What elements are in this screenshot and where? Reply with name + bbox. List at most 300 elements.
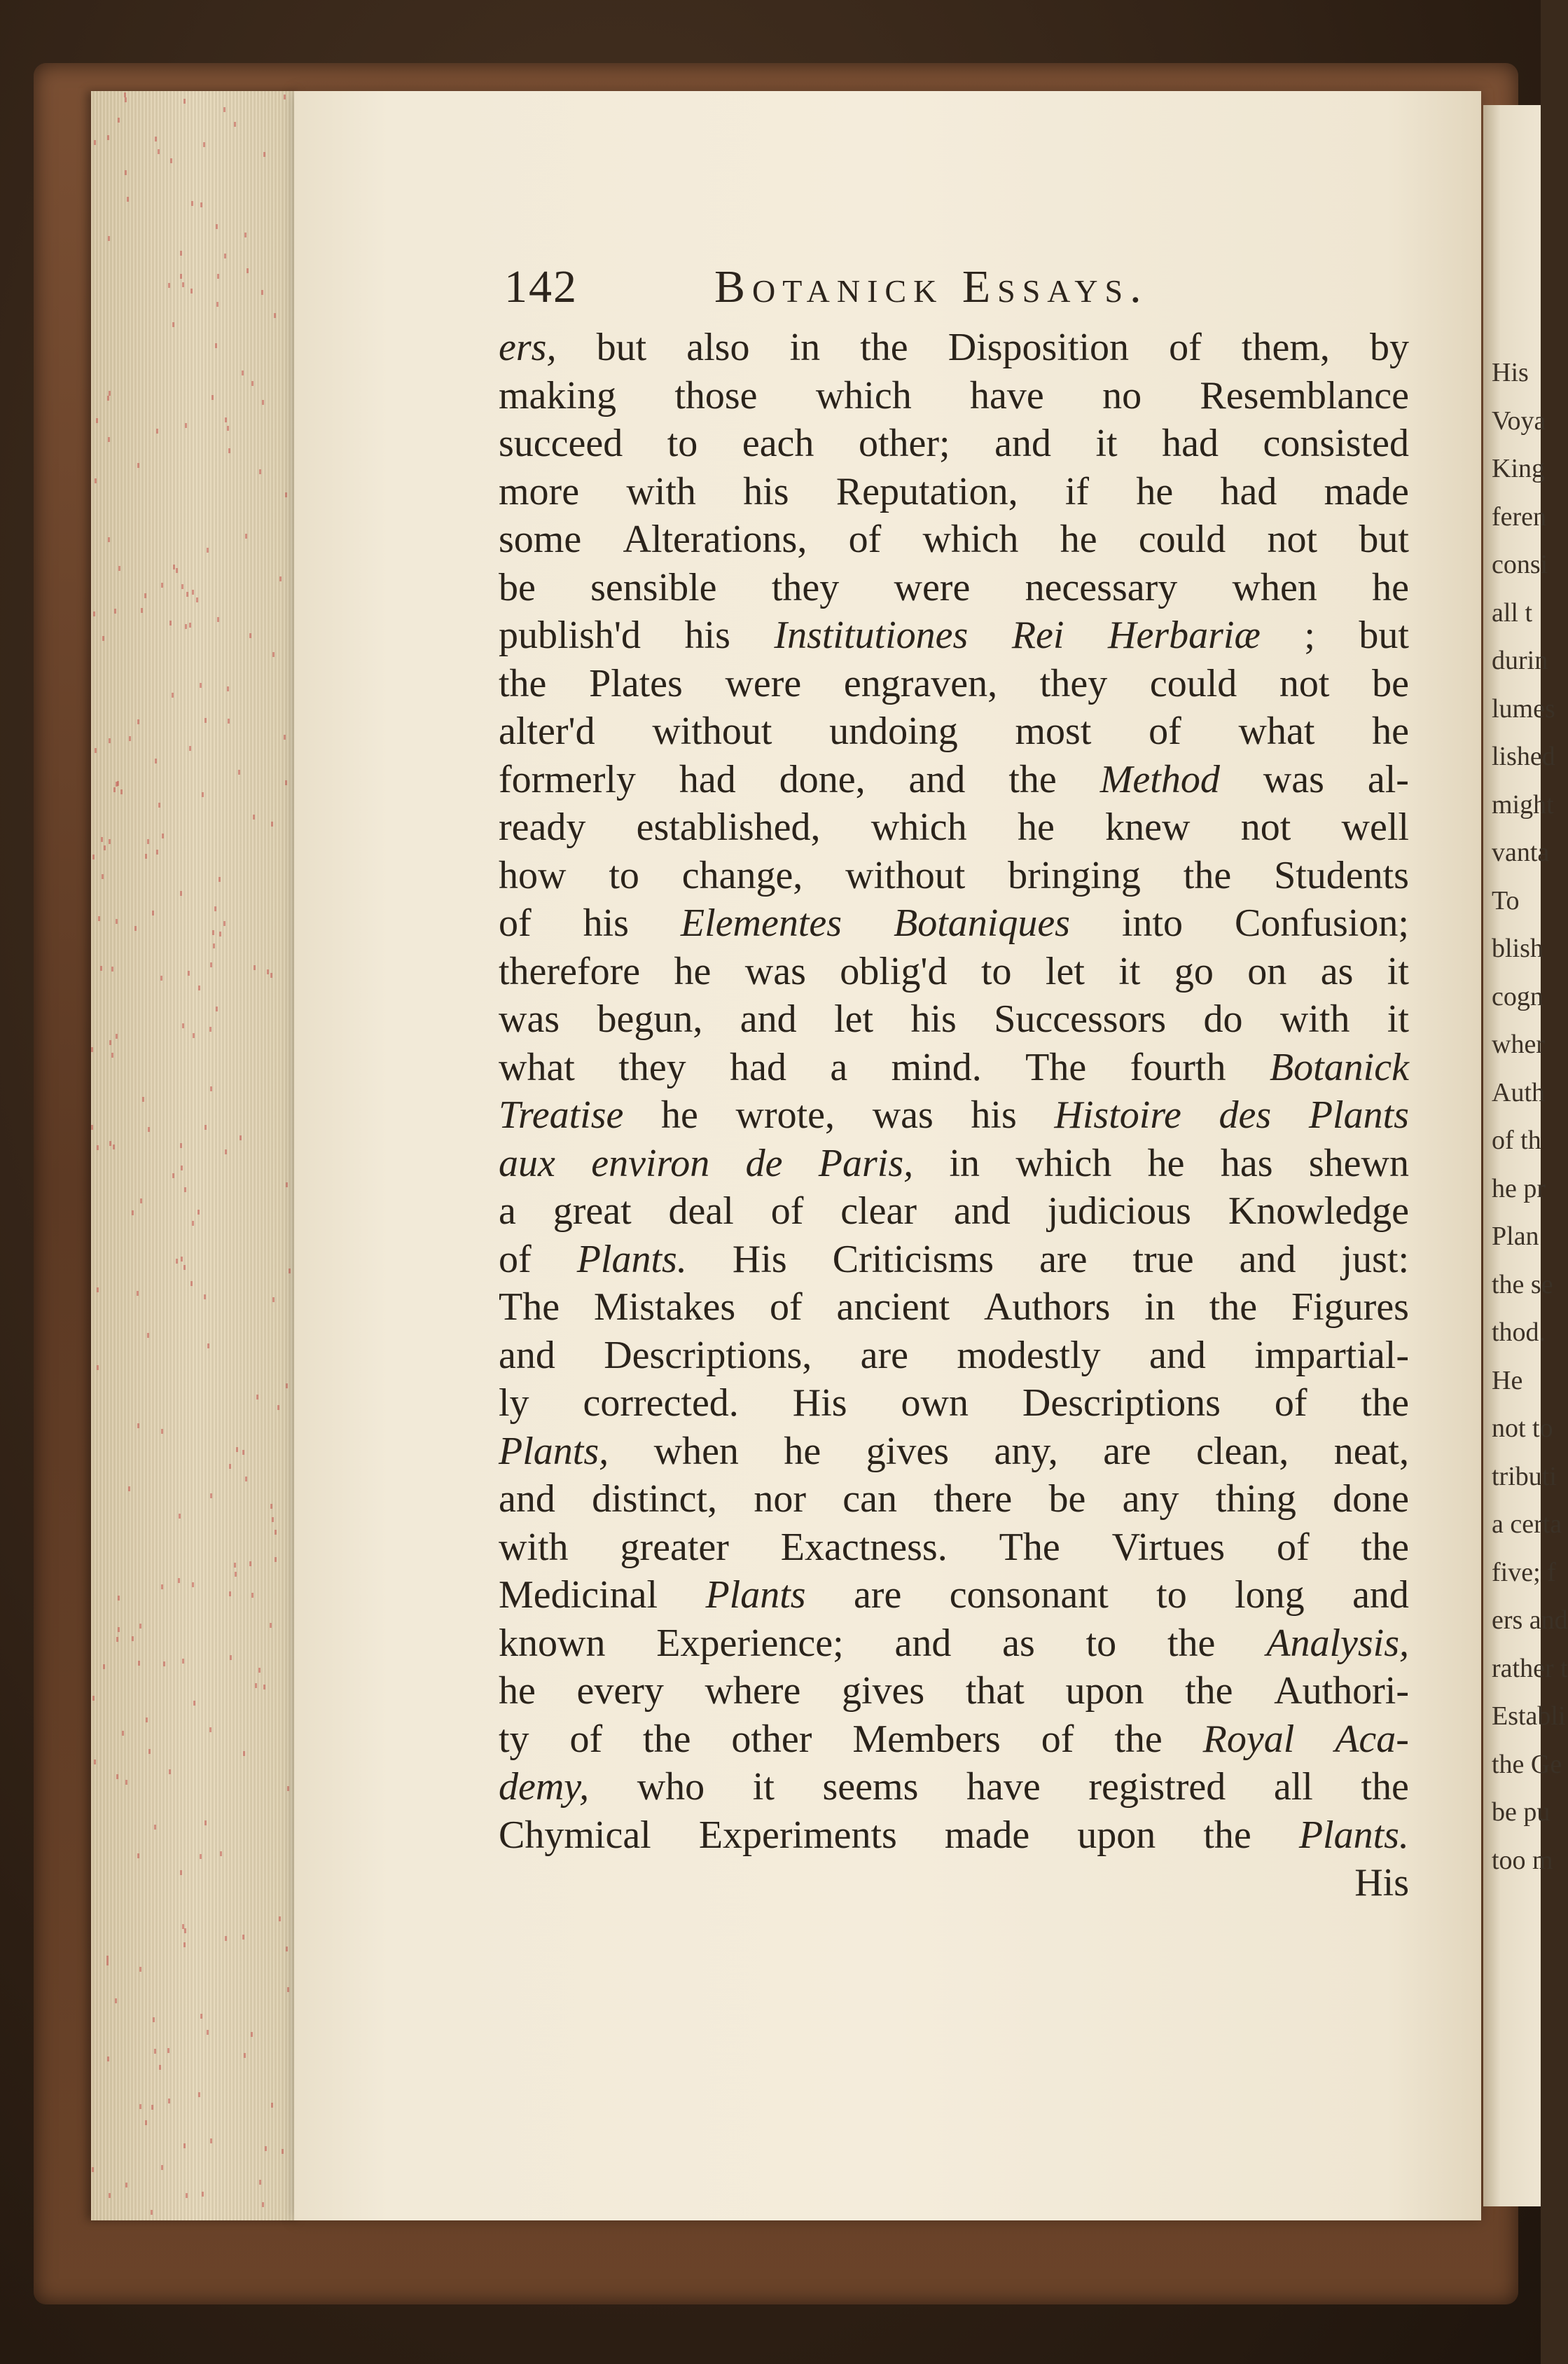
edge-sprinkle [142, 1097, 144, 1102]
word: ; [1304, 614, 1315, 657]
word: shewn [1308, 1141, 1409, 1185]
word: could [1138, 518, 1226, 561]
edge-sprinkle [249, 633, 251, 638]
edge-sprinkle [223, 921, 226, 926]
word: the [1361, 1525, 1409, 1569]
facing-page-fragment: too m [1492, 1845, 1553, 1875]
facing-page-fragment: Voya [1492, 406, 1546, 436]
word: the [1361, 1765, 1409, 1809]
word: of [770, 1189, 804, 1233]
word: some [499, 518, 582, 561]
word: also [686, 326, 750, 369]
edge-sprinkle [161, 1584, 163, 1589]
facing-page-fragment: tributi [1492, 1461, 1557, 1491]
edge-sprinkle [155, 137, 157, 141]
word: to [1085, 1621, 1117, 1665]
edge-sprinkle [95, 478, 97, 483]
edge-sprinkle [235, 1572, 237, 1577]
word: begun, [597, 997, 703, 1041]
edge-sprinkle [159, 2065, 161, 2070]
edge-sprinkle [207, 548, 209, 553]
word: making [499, 373, 616, 417]
word: them, [1241, 326, 1330, 369]
edge-sprinkle [203, 142, 205, 147]
edge-sprinkle [192, 590, 194, 595]
word: the [1185, 1669, 1233, 1713]
facing-page-fragment: durin [1492, 646, 1548, 675]
word: he [674, 949, 712, 993]
edge-sprinkle [244, 233, 247, 237]
word: Analysis, [1266, 1621, 1409, 1665]
word: without [652, 710, 772, 753]
edge-sprinkle [272, 1517, 274, 1522]
edge-sprinkle [162, 834, 164, 838]
word: knew [1105, 806, 1191, 849]
word: it [752, 1765, 775, 1809]
word: which [815, 373, 912, 417]
word: Botaniques [894, 901, 1070, 945]
edge-sprinkle [92, 855, 95, 859]
edge-sprinkle [98, 916, 100, 921]
word: made [1324, 469, 1409, 513]
edge-sprinkle [183, 99, 186, 104]
text-line [499, 1715, 1409, 1764]
edge-sprinkle [173, 565, 175, 569]
edge-sprinkle [211, 395, 214, 400]
facing-page-fragment: cogn [1492, 981, 1543, 1011]
facing-page-fragment: he pr [1492, 1173, 1546, 1203]
word: be [1048, 1477, 1086, 1521]
edge-sprinkle [137, 1853, 139, 1858]
edge-sprinkle [109, 2193, 111, 2198]
word: established, [636, 806, 821, 849]
edge-sprinkle [137, 1423, 139, 1428]
word: great [553, 1189, 632, 1233]
edge-sprinkle [258, 1668, 261, 1673]
edge-sprinkle [225, 1149, 227, 1154]
edge-sprinkle [125, 2183, 127, 2187]
word: by [1370, 326, 1409, 369]
edge-sprinkle [217, 274, 219, 279]
word: Criticisms [832, 1237, 994, 1281]
edge-sprinkle [181, 1257, 183, 1262]
word: they [618, 1045, 686, 1089]
word: the [1167, 1621, 1216, 1665]
page-block-edges [91, 91, 301, 2220]
word: Rei [1011, 614, 1064, 657]
word: done [1333, 1477, 1409, 1521]
edge-sprinkle [242, 1450, 244, 1455]
word: Authori- [1274, 1669, 1409, 1713]
edge-sprinkle [186, 592, 188, 597]
edge-sprinkle [259, 2180, 261, 2185]
edge-sprinkle [238, 770, 240, 775]
word: on [1247, 949, 1287, 993]
edge-sprinkle [216, 1007, 218, 1011]
word: The [499, 1285, 560, 1329]
edge-sprinkle [190, 289, 193, 293]
word: were [894, 565, 971, 609]
word: just: [1341, 1237, 1409, 1281]
edge-sprinkle [215, 343, 217, 348]
word: he [1060, 518, 1097, 561]
word: let [1045, 949, 1085, 993]
facing-page-fragment: King [1492, 454, 1545, 483]
text-line [499, 468, 1409, 516]
edge-sprinkle [116, 1034, 118, 1039]
edge-sprinkle [144, 593, 146, 598]
word: could [1149, 661, 1237, 705]
edge-sprinkle [120, 789, 123, 794]
edge-sprinkle [97, 1365, 99, 1370]
edge-sprinkle [200, 683, 202, 688]
edge-sprinkle [267, 969, 269, 974]
word: he [1147, 1141, 1185, 1185]
word: wrote, [735, 1093, 835, 1137]
word: registred [1088, 1765, 1226, 1809]
edge-sprinkle [179, 1514, 181, 1519]
edge-sprinkle [190, 1281, 193, 1286]
word: can [842, 1477, 897, 1521]
word: change, [681, 853, 803, 897]
edge-sprinkle [225, 417, 227, 422]
edge-sprinkle [234, 1563, 236, 1568]
word: The [999, 1525, 1060, 1569]
word: the [1209, 1285, 1258, 1329]
facing-page-fragment: five; f [1492, 1557, 1556, 1587]
edge-sprinkle [151, 2210, 153, 2215]
edge-sprinkle [108, 236, 110, 241]
text-line [499, 516, 1409, 564]
word: of [1149, 710, 1181, 753]
word: if [1064, 469, 1090, 513]
edge-sprinkle [196, 597, 198, 602]
text-line [499, 324, 1409, 372]
word: fourth [1130, 1045, 1226, 1089]
edge-sprinkle [148, 1749, 151, 1754]
word: His [732, 1237, 787, 1281]
word: consisted [1263, 422, 1409, 465]
word: necessary [1025, 565, 1178, 609]
word: and [908, 757, 966, 801]
word: it [1118, 949, 1141, 993]
word: there [934, 1477, 1013, 1521]
word: and [1239, 1237, 1296, 1281]
word: the [1203, 1813, 1251, 1857]
edge-sprinkle [108, 537, 110, 542]
edge-sprinkle [106, 1961, 109, 1965]
word: well [1341, 806, 1409, 849]
word: the [1361, 1381, 1409, 1425]
edge-sprinkle [284, 95, 286, 99]
word: known [499, 1621, 606, 1665]
edge-sprinkle [209, 1727, 211, 1732]
edge-sprinkle [147, 839, 149, 844]
facing-page-fragment: all t [1492, 597, 1533, 628]
word: was [744, 949, 806, 993]
word: have [970, 373, 1044, 417]
edge-sprinkle [118, 566, 120, 571]
word: The [1025, 1045, 1087, 1089]
edge-sprinkle [229, 1464, 231, 1469]
edge-sprinkle [242, 1935, 244, 1940]
facing-page-fragment: Plan [1492, 1222, 1539, 1251]
edge-sprinkle [124, 92, 126, 97]
edge-sprinkle [188, 971, 190, 976]
edge-sprinkle [212, 930, 214, 935]
word: Descriptions [1022, 1381, 1221, 1425]
word: Plants. [576, 1237, 687, 1281]
edge-sprinkle [137, 463, 139, 468]
edge-sprinkle [138, 1661, 140, 1666]
word: own [901, 1381, 969, 1425]
edge-sprinkle [213, 943, 215, 948]
edge-sprinkle [129, 736, 131, 741]
word: which [870, 806, 967, 849]
edge-sprinkle [270, 1623, 272, 1628]
facing-page-fragment: not to [1492, 1413, 1553, 1443]
edge-sprinkle [227, 426, 229, 431]
edge-sprinkle [265, 2146, 267, 2151]
word: Plants, [499, 1429, 609, 1473]
edge-sprinkle [100, 966, 102, 971]
word: had [1220, 469, 1277, 513]
edge-sprinkle [277, 1405, 279, 1410]
edge-sprinkle [114, 609, 116, 614]
edge-sprinkle [210, 962, 212, 967]
edge-sprinkle [109, 1141, 111, 1146]
text-line [499, 420, 1409, 468]
word: be [499, 565, 536, 609]
word: but [1359, 518, 1409, 561]
edge-sprinkle [198, 986, 200, 990]
edge-sprinkle [97, 1145, 99, 1150]
text-line [499, 948, 1409, 996]
word: of [769, 1285, 803, 1329]
word: of [1169, 326, 1202, 369]
word: what [1238, 710, 1315, 753]
edge-sprinkle [146, 1717, 148, 1722]
edge-sprinkle [236, 1447, 238, 1452]
edge-sprinkle [176, 1259, 178, 1264]
facing-page-fragment: Auth [1492, 1077, 1545, 1107]
word: no [1102, 373, 1142, 417]
edge-sprinkle [243, 1751, 245, 1756]
edge-sprinkle [94, 140, 96, 145]
edge-sprinkle [122, 1731, 124, 1736]
word: formerly [499, 757, 636, 801]
facing-page-fragment: a certa [1492, 1509, 1562, 1539]
edge-sprinkle [214, 906, 216, 911]
edge-sprinkle [197, 1210, 200, 1215]
edge-sprinkle [101, 837, 103, 842]
edge-sprinkle [113, 1145, 115, 1149]
text-line [499, 995, 1409, 1044]
edge-sprinkle [156, 429, 158, 434]
word: he [1372, 565, 1409, 609]
text-line [499, 1332, 1409, 1380]
word: Experiments [698, 1813, 897, 1857]
word: oblig'd [840, 949, 948, 993]
edge-sprinkle [156, 850, 158, 855]
word: corrected. [583, 1381, 739, 1425]
edge-sprinkle [210, 1493, 212, 1498]
word: Mistakes [593, 1285, 736, 1329]
word: more [499, 469, 580, 513]
word: and [499, 1477, 555, 1521]
edge-sprinkle [228, 448, 230, 453]
word: are [1039, 1237, 1088, 1281]
edge-sprinkle [118, 1627, 120, 1632]
edge-sprinkle [225, 1936, 227, 1941]
word: into [1121, 901, 1184, 945]
text-line [499, 1428, 1409, 1476]
edge-sprinkle [172, 1173, 174, 1178]
edge-sprinkle [102, 874, 104, 879]
word: not [1279, 661, 1330, 705]
edge-sprinkle [96, 418, 98, 423]
word: clean, [1196, 1429, 1289, 1473]
word: to [667, 422, 698, 465]
edge-sprinkle [127, 197, 129, 202]
word: Virtues [1111, 1525, 1226, 1569]
word: Treatise [499, 1093, 624, 1137]
catchword-text: His [1354, 1861, 1409, 1905]
facing-page-fragment: To [1492, 885, 1520, 915]
word: succeed [499, 422, 623, 465]
word: ers, [499, 326, 557, 369]
word: he [1017, 806, 1055, 849]
text-line [499, 1187, 1409, 1236]
edge-sprinkle [216, 302, 218, 307]
edge-sprinkle [228, 719, 230, 724]
edge-sprinkle [184, 1187, 186, 1192]
word: of [1277, 1525, 1310, 1569]
word: engraven, [843, 661, 998, 705]
word: and [1149, 1333, 1206, 1377]
word: the [1183, 853, 1232, 897]
word: Botanick [1269, 1045, 1409, 1089]
word: of [499, 901, 532, 945]
edge-sprinkle [245, 1477, 247, 1481]
word: in [1144, 1285, 1175, 1329]
edge-sprinkle [220, 1851, 222, 1856]
edge-sprinkle [168, 283, 170, 288]
word: aux [499, 1141, 555, 1185]
word: his [684, 614, 730, 657]
edge-sprinkle [186, 2193, 188, 2198]
edge-sprinkle [109, 1040, 111, 1045]
word: was [499, 997, 560, 1041]
edge-sprinkle [169, 1769, 171, 1774]
edge-sprinkle [152, 911, 154, 915]
edge-sprinkle [154, 2049, 156, 2054]
edge-sprinkle [274, 313, 276, 318]
edge-sprinkle [210, 2138, 212, 2143]
word: Disposition [948, 326, 1130, 369]
edge-sprinkle [102, 636, 104, 641]
word: of [848, 518, 882, 561]
word: what [499, 1045, 575, 1089]
text-line [499, 803, 1409, 852]
edge-sprinkle [97, 1287, 99, 1292]
edge-sprinkle [207, 2030, 209, 2035]
word: upon [1077, 1813, 1156, 1857]
word: every [576, 1669, 664, 1713]
text-line [499, 1619, 1409, 1668]
word: neat, [1333, 1429, 1409, 1473]
facing-page-fragment: feren [1492, 502, 1547, 532]
word: Herbariæ [1108, 614, 1261, 657]
text-line [499, 899, 1409, 948]
word: gives [841, 1669, 925, 1713]
text-line [499, 1811, 1409, 1860]
edge-sprinkle [234, 122, 236, 127]
running-title: Botanick Essays. [714, 261, 1149, 312]
word: was [872, 1093, 934, 1137]
edge-sprinkle [253, 815, 255, 820]
edge-sprinkle [139, 1967, 141, 1972]
word: publish'd [499, 614, 641, 657]
word: any [1122, 1477, 1179, 1521]
edge-sprinkle [262, 400, 264, 405]
word: of [1274, 1381, 1307, 1425]
word: deal [668, 1189, 734, 1233]
word: greater [620, 1525, 729, 1569]
word: Plants [1308, 1093, 1409, 1137]
word: true [1132, 1237, 1194, 1281]
word: do [1203, 997, 1243, 1041]
word: when [1232, 565, 1317, 609]
word: they [1039, 661, 1108, 705]
word: he [661, 1093, 698, 1137]
edge-sprinkle [204, 1820, 207, 1825]
word: his [910, 997, 957, 1041]
word: where [705, 1669, 801, 1713]
word: Plants [705, 1573, 806, 1617]
word: Method [1099, 757, 1220, 801]
edge-sprinkle [185, 423, 187, 428]
word: Reputation, [835, 469, 1018, 513]
word: his [583, 901, 629, 945]
word: are [853, 1573, 902, 1617]
page-header [504, 261, 1415, 324]
word: go [1174, 949, 1214, 993]
word: in [949, 1141, 980, 1185]
edge-sprinkle [284, 735, 286, 740]
edge-sprinkle [116, 1637, 118, 1642]
edge-sprinkle [170, 158, 172, 163]
word: his [971, 1093, 1017, 1137]
word: be [1372, 661, 1409, 705]
word: to [980, 949, 1012, 993]
word: modestly [957, 1333, 1101, 1377]
edge-sprinkle [259, 469, 261, 474]
word: gives [866, 1429, 949, 1473]
word: had [679, 757, 736, 801]
word: clear [840, 1189, 917, 1233]
edge-sprinkle [207, 1343, 209, 1348]
edge-sprinkle [287, 1786, 289, 1791]
text-line [499, 707, 1409, 756]
edge-sprinkle [108, 437, 110, 442]
edge-sprinkle [180, 891, 182, 896]
edge-sprinkle [272, 1297, 275, 1302]
word: and [499, 1333, 555, 1377]
edge-sprinkle [180, 274, 182, 279]
edge-sprinkle [204, 1125, 207, 1130]
edge-sprinkle [132, 1636, 134, 1641]
